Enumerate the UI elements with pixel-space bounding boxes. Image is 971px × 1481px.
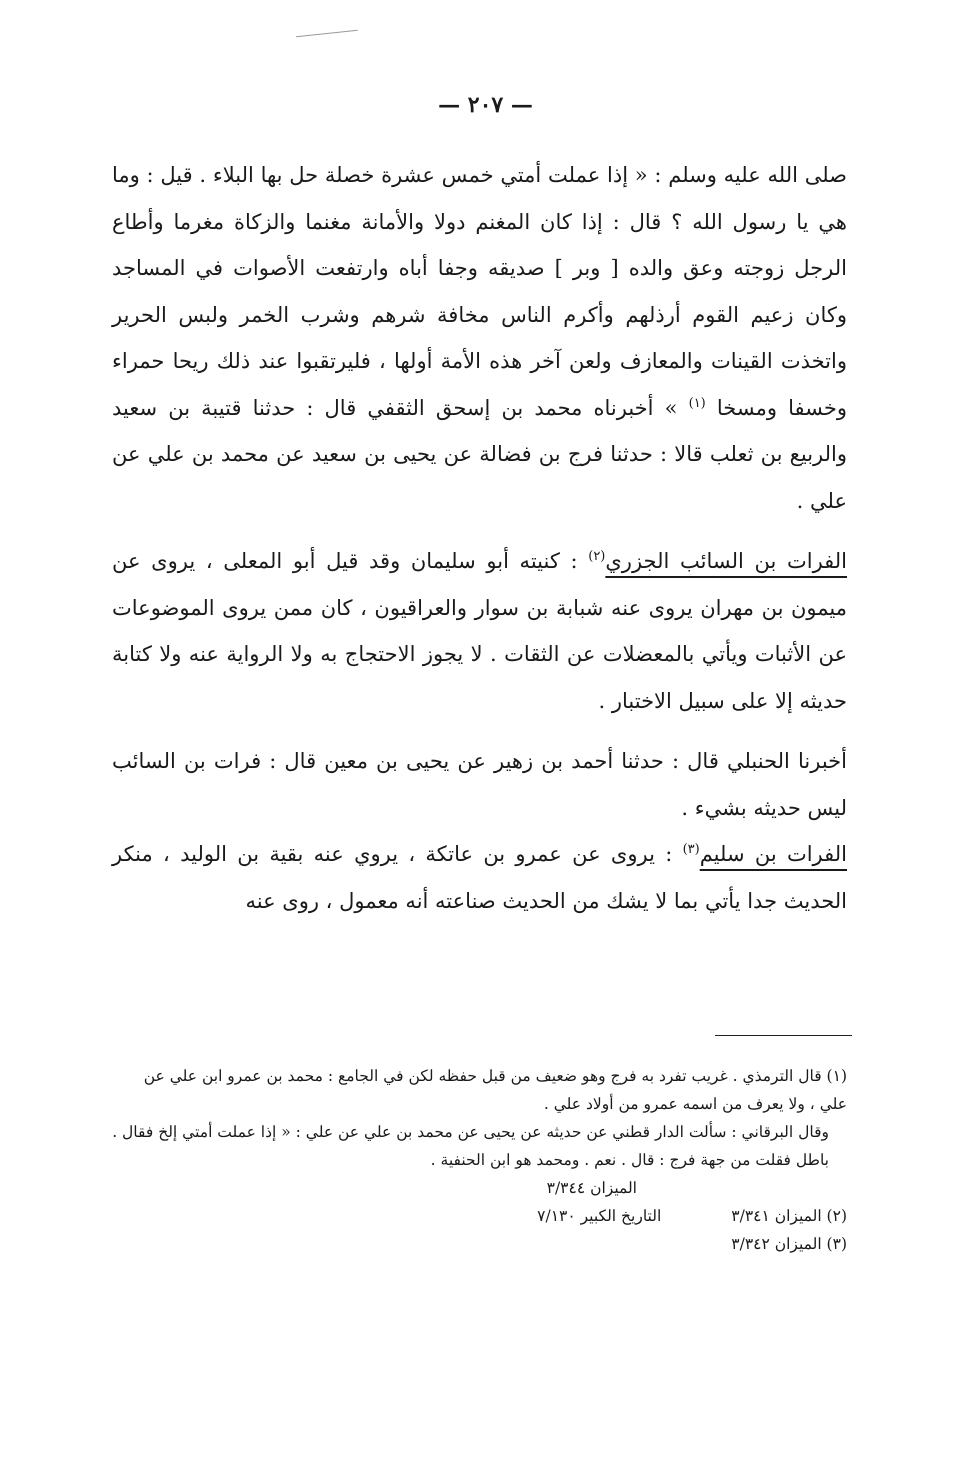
footnote-ref: (٣) — [682, 842, 700, 857]
main-text — [112, 152, 847, 924]
entry-text: : يروى عن عمرو بن عاتكة ، يروي عنه بقية بن الوليد ، منكر الحديث جدا يأتي بما لا يشك من الحديث صناعته أنه معمول ، روى عنه — [112, 842, 847, 913]
entry-note: أخبرنا الحنبلي قال : حدثنا أحمد بن زهير عن يحيى بن معين قال : فرات بن السائب ليس حديثه بشيء . — [112, 749, 847, 820]
entry-text: : كنيته أبو سليمان وقد قيل أبو المعلى ، يروى عن ميمون بن مهران يروى عنه شبابة بن سوار والعراقيون ، كان ممن يروى الموضوعات عن الأثبات ويأتي بالمعضلات عن الثقات . لا يجوز الاحتجاج به ولا الرواية عنه ولا كتابة حديثه إلا على سبيل الاختبار . — [112, 549, 847, 713]
entry-name: الفرات بن السائب الجزري — [605, 549, 848, 573]
footnote-2-source-b: التاريخ الكبير ٧/١٣٠ — [537, 1207, 662, 1225]
footnote-ref: (١) — [688, 395, 706, 411]
hadith-paragraph — [112, 152, 847, 524]
hadith-text: صلى الله عليه وسلم : « إذا عملت أمتي خمس عشرة خصلة حل بها البلاء . قيل : وما هي يا رسول الله ؟ قال : إذا كان المغنم دولا والأمانة مغنما والزكاة مغرما وأطاع الرجل زوجته وعق والده [ وبر ] صديقه وجفا أباه وارتفعت الأصوات في المساجد وكان زعيم القوم أرذلهم وأكرم الناس مخافة شرهم وشرب الخمر ولبس الحرير واتخذت القينات والمعازف ولعن آخر هذه الأمة أولها ، فليرتقبوا عند ذلك ريحا حمراء وخسفا ومسخا — [112, 163, 847, 420]
footnote-1-continued: وقال البرقاني : سألت الدار قطني عن حديثه عن يحيى عن محمد بن علي عن علي : « إذا عملت أمتي إلخ فقال . باطل فقلت من جهة فرج : قال . نعم . ومحمد هو ابن الحنفية . — [112, 1123, 829, 1169]
footnote-3: (٣) الميزان ٣/٣٤٢ — [731, 1235, 847, 1253]
entry-name: الفرات بن سليم — [699, 842, 847, 866]
footnote-divider — [715, 1035, 852, 1036]
footnote-ref: (٢) — [588, 549, 606, 564]
footnote-1-source: الميزان ٣/٣٤٤ — [546, 1179, 637, 1197]
page-number: — ٢٠٧ — — [438, 92, 533, 118]
footnote-1: (١) قال الترمذي . غريب تفرد به فرج وهو ضعيف من قبل حفظه لكن في الجامع : محمد بن عمرو ابن علي عن علي ، ولا يعرف من اسمه عمرو من أولاد علي . — [143, 1067, 847, 1113]
footnote-2-source-a: (٢) الميزان ٣/٣٤١ — [731, 1207, 847, 1225]
isnad-text: » أخبرناه محمد بن إسحق الثقفي قال : حدثنا قتيبة بن سعيد والربيع بن ثعلب قالا : حدثنا فرج بن فضالة عن يحيى بن سعيد عن محمد بن علي عن علي . — [112, 395, 847, 513]
entry-furat-ibn-alsaib — [112, 538, 847, 724]
entry-furat-ibn-sulaym — [112, 831, 847, 924]
footnotes — [112, 1062, 847, 1258]
scan-mark — [296, 30, 358, 39]
footnote-2 — [112, 1202, 847, 1230]
